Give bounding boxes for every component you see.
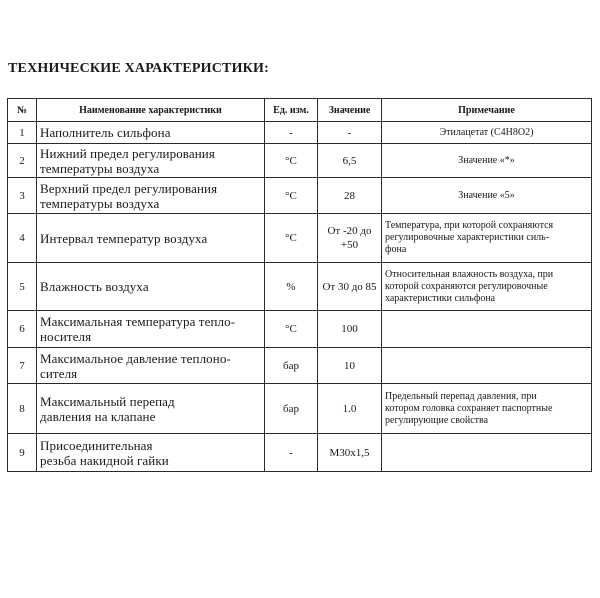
note-cell: [382, 178, 592, 214]
note-line: Значение «*»: [458, 154, 515, 166]
note-cell: [382, 434, 592, 472]
characteristic-name-line: Влажность воздуха: [40, 279, 149, 294]
table-row: [8, 178, 592, 214]
characteristic-name-line: температуры воздуха: [40, 160, 160, 176]
column-header-value: Значение: [318, 99, 382, 122]
unit-cell: °С: [265, 178, 318, 214]
characteristic-name: [37, 434, 265, 472]
unit-cell: °С: [265, 214, 318, 263]
characteristic-name-line: Интервал температур воздуха: [40, 230, 208, 246]
value-cell: [318, 178, 382, 214]
column-header-num: №: [8, 99, 37, 122]
value-line: От -20 до: [327, 225, 372, 237]
row-number: 8: [8, 384, 37, 434]
note-cell: [382, 384, 592, 434]
value-line: 100: [341, 323, 358, 335]
row-number: 7: [8, 348, 37, 384]
unit-cell: -: [265, 122, 318, 144]
value-cell: [318, 122, 382, 144]
note-cell: [382, 348, 592, 384]
characteristic-name-line: сителя: [40, 365, 78, 381]
characteristic-name-line: давления на клапане: [40, 408, 156, 424]
value-line: 28: [344, 189, 355, 202]
value-line: 1.0: [342, 402, 357, 415]
note-line: Предельный перепад давления, при: [385, 390, 537, 402]
unit-cell: °С: [265, 311, 318, 348]
value-cell: [318, 263, 382, 311]
characteristic-name: [37, 122, 265, 144]
characteristic-name-line: Наполнитель сильфона: [40, 125, 171, 140]
unit-cell: -: [265, 434, 318, 472]
characteristic-name-line: Верхний предел регулирования: [40, 180, 218, 196]
value-line: -: [347, 126, 352, 139]
unit-cell: бар: [265, 348, 318, 384]
note-cell: [382, 214, 592, 263]
value-line: M30x1,5: [329, 446, 370, 459]
characteristic-name-line: Нижний предел регулирования: [40, 145, 215, 161]
section-heading: ТЕХНИЧЕСКИЕ ХАРАКТЕРИСТИКИ:: [8, 61, 269, 76]
characteristic-name: [37, 384, 265, 434]
note-line: Относительная влажность воздуха, при: [385, 268, 554, 280]
characteristic-name-line: Максимальная температура теплo-: [40, 314, 236, 329]
note-cell: [382, 311, 592, 348]
value-cell: [318, 144, 382, 178]
characteristic-name: [37, 144, 265, 178]
value-cell: [318, 214, 382, 263]
value-line: От 30 до 85: [322, 280, 377, 293]
specifications-table: [7, 98, 592, 472]
characteristic-name: [37, 263, 265, 311]
column-header-unit: Ед. изм.: [265, 99, 318, 122]
row-number: 1: [8, 122, 37, 144]
table-row: [8, 348, 592, 384]
note-line: Температура, при которой сохраняются: [385, 220, 554, 231]
value-line: 10: [344, 359, 355, 372]
note-cell: [382, 263, 592, 311]
row-number: 2: [8, 144, 37, 178]
characteristic-name-line: Максимальное давление теплоно-: [40, 350, 231, 366]
note-cell: [382, 122, 592, 144]
note-line: характеристики сильфона: [385, 292, 496, 304]
value-line: +50: [340, 239, 359, 251]
characteristic-name-line: резьба накидной гайки: [40, 452, 169, 468]
table-row: [8, 144, 592, 178]
column-header-note: Примечание: [382, 99, 592, 122]
row-number: 9: [8, 434, 37, 472]
note-line: регулировочные характеристики силь-: [385, 232, 550, 243]
table-body: [8, 122, 592, 472]
row-number: 5: [8, 263, 37, 311]
note-line: которой сохраняются регулировочные: [385, 280, 548, 292]
note-line: котором головка сохраняет паспортные: [385, 402, 553, 414]
characteristic-name-line: Максимальный перепад: [40, 393, 175, 409]
value-cell: [318, 311, 382, 348]
characteristic-name-line: температуры воздуха: [40, 195, 160, 211]
table-row: [8, 263, 592, 311]
table-header-row: [8, 99, 592, 122]
column-header-name: Наименование характеристики: [37, 99, 265, 122]
row-number: 6: [8, 311, 37, 348]
table-row: [8, 311, 592, 348]
table-row: [8, 434, 592, 472]
characteristic-name: [37, 214, 265, 263]
value-cell: [318, 434, 382, 472]
unit-cell: %: [265, 263, 318, 311]
table-row: [8, 384, 592, 434]
row-number: 3: [8, 178, 37, 214]
row-number: 4: [8, 214, 37, 263]
table-row: [8, 214, 592, 263]
characteristic-name: [37, 311, 265, 348]
unit-cell: °С: [265, 144, 318, 178]
note-cell: [382, 144, 592, 178]
note-line: Этилацетат (C4H8O2): [439, 126, 534, 138]
unit-cell: бар: [265, 384, 318, 434]
note-line: фона: [385, 244, 407, 255]
characteristic-name-line: носителя: [40, 329, 92, 344]
note-line: регулирующие свойства: [385, 414, 489, 426]
table-row: [8, 122, 592, 144]
characteristic-name: [37, 348, 265, 384]
characteristic-name-line: Присоединительная: [40, 437, 153, 453]
note-line: Значение «5»: [458, 189, 515, 201]
value-cell: [318, 384, 382, 434]
value-line: 6,5: [342, 154, 357, 167]
value-cell: [318, 348, 382, 384]
characteristic-name: [37, 178, 265, 214]
